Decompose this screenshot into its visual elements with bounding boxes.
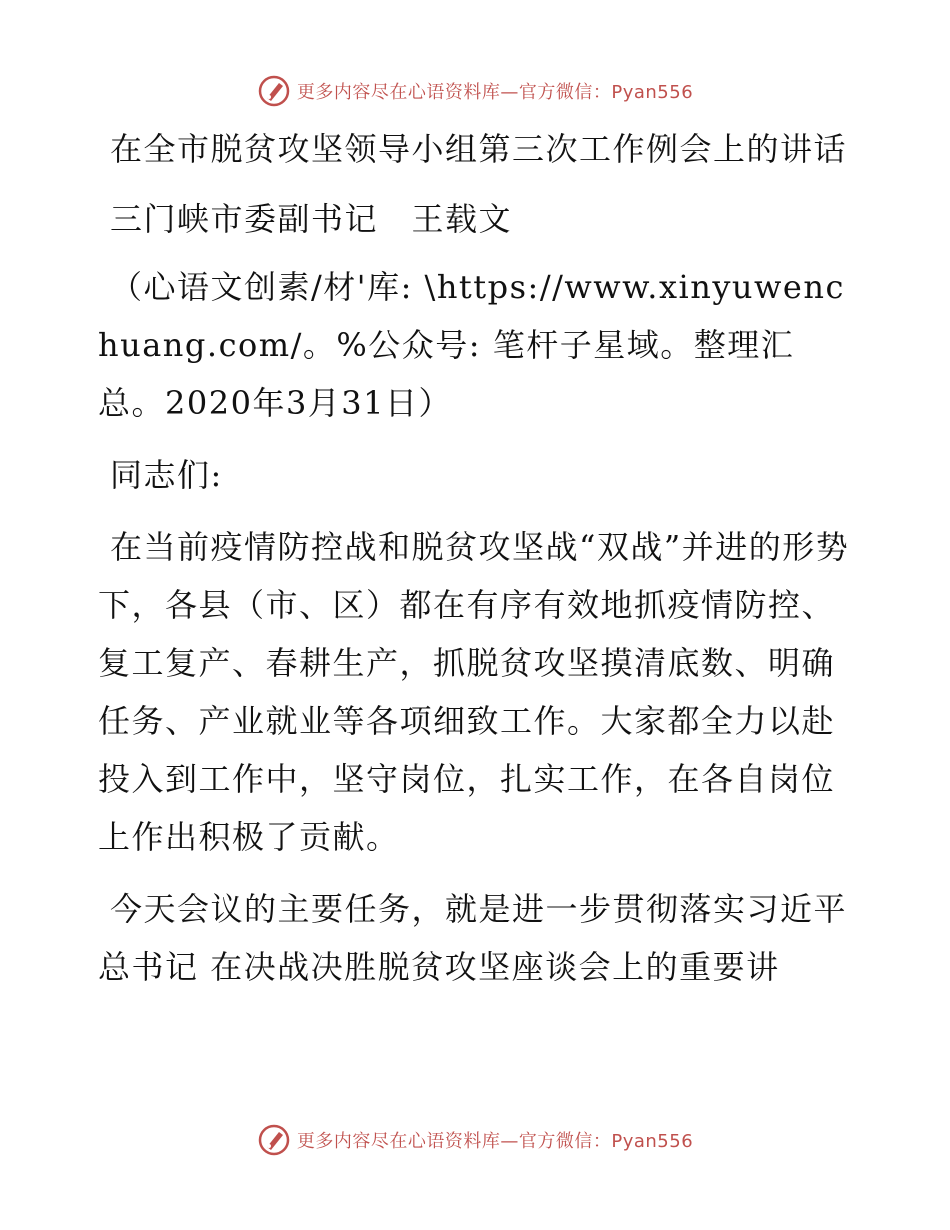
document-author: 三门峡市委副书记 王载文 [110,200,513,238]
document-body [98,120,850,996]
document-title: 在全市脱贫攻坚领导小组第三次工作例会上的讲话 [110,130,848,168]
footer-watermark-text: 更多内容尽在心语资料库—官方微信：Pyan556 [296,1131,694,1152]
body-paragraph-2: 今天会议的主要任务，就是进一步贯彻落实习近平总书记 在决战决胜脱贫攻坚座谈会上的重要讲 [98,890,848,986]
header-watermark-text: 更多内容尽在心语资料库—官方微信：Pyan556 [296,82,694,103]
pen-nib-logo-icon [257,74,291,108]
pen-nib-logo-icon [257,1123,291,1157]
salutation: 同志们: [110,456,223,494]
footer-watermark-banner [0,1120,950,1160]
body-paragraph-1: 在当前疫情防控战和脱贫攻坚战“双战”并进的形势下，各县（市、区）都在有序有效地抓疫情防控、复工复产、春耕生产，抓脱贫攻坚摸清底数、明确任务、产业就业等各项细致工作。大家都全力以赴投入到工作中，坚守岗位，扎实工作，在各自岗位上作出积极了贡献。 [98,528,850,856]
header-watermark-banner [0,71,950,111]
source-note: （心语文创素/材'库: \https://www.xinyuwenchuang.com/。%公众号: 笔杆子星域。整理汇总。2020年3月31日） [98,268,845,422]
